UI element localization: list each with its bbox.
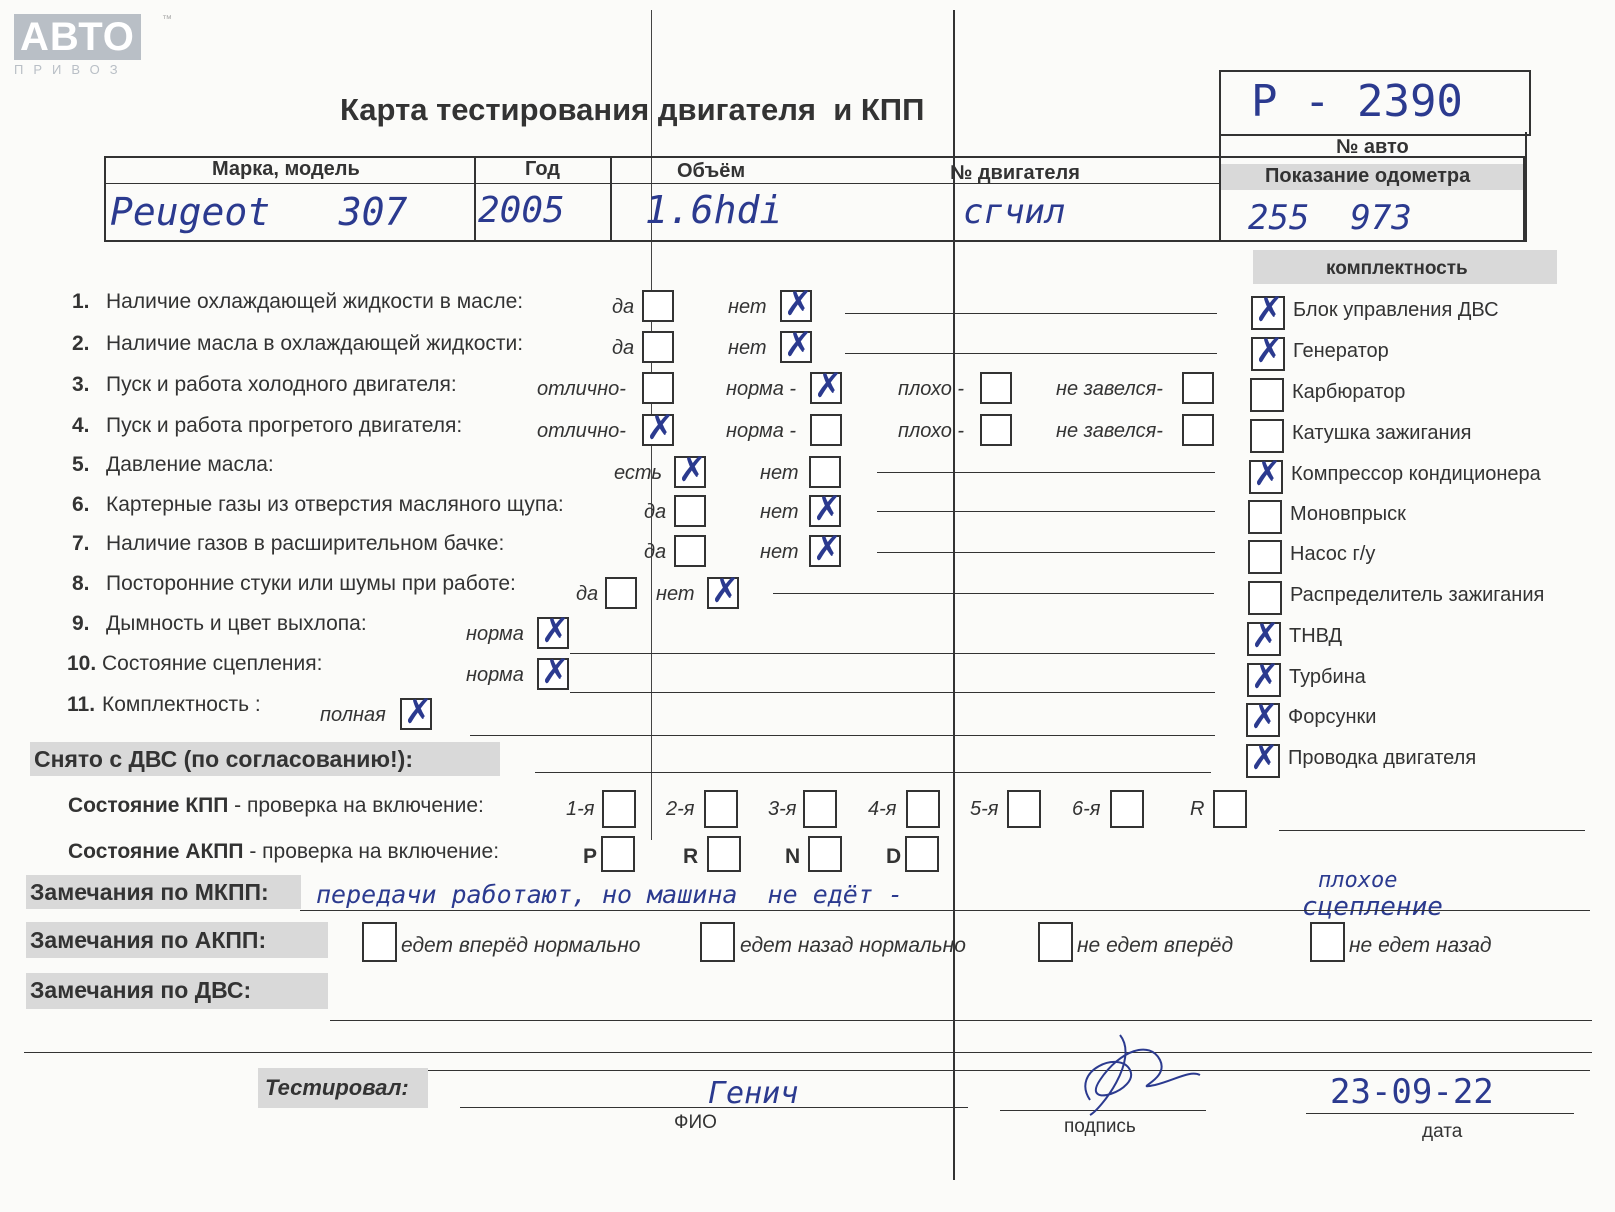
akpp-gear-checkbox[interactable] [905,836,939,872]
option-label: норма - [726,378,797,400]
option-checkbox[interactable] [605,577,637,609]
date-value: 23-09-22 [1330,1072,1494,1112]
option-checkbox[interactable] [780,331,812,363]
question-number: 11. [67,693,96,716]
option-checkbox[interactable] [980,372,1012,404]
option-label: норма [466,623,524,645]
option-checkbox[interactable] [809,495,841,527]
logo-sub: ПРИВОЗ [14,62,128,77]
question-text: Пуск и работа прогретого двигателя: [106,414,463,437]
option-checkbox[interactable] [810,414,842,446]
option-label: да [612,337,635,359]
odometer-value: 255 973 [1248,198,1412,238]
year-value: 2005 [478,190,565,231]
kpp-label [68,794,484,818]
car-number-box [1219,70,1531,136]
option-checkbox[interactable] [809,535,841,567]
removed-label: Снято с ДВС (по согласованию!): [34,746,413,772]
option-checkbox[interactable] [642,414,674,446]
completeness-checkbox[interactable] [1246,744,1280,778]
completeness-item-label: Турбина [1289,666,1366,688]
completeness-checkbox[interactable] [1248,540,1282,574]
engine-value: сгчил [963,192,1066,232]
option-checkbox[interactable] [674,535,706,567]
dvs-remarks-label: Замечания по ДВС: [30,977,252,1003]
year-label: Год [525,158,560,180]
answer-line [570,692,1215,693]
completeness-item-label: Распределитель зажигания [1290,584,1545,606]
option-checkbox[interactable] [400,698,432,730]
answer-line [877,552,1215,553]
answer-line [845,353,1217,354]
option-checkbox[interactable] [674,456,706,488]
mkpp-remarks-label: Замечания по МКПП: [30,879,269,905]
kpp-gear-checkbox[interactable] [1110,790,1144,828]
completeness-item-label: Блок управления ДВС [1293,299,1499,321]
completeness-checkbox[interactable] [1249,460,1283,494]
kpp-gear-label: 2-я [666,798,695,820]
kpp-gear-label: 1-я [566,798,595,820]
option-checkbox[interactable] [537,658,569,690]
option-label: да [612,296,635,318]
date-line [1306,1113,1574,1114]
option-label: плохо - [898,420,965,442]
logo-main: АВТО [14,14,141,60]
completeness-checkbox[interactable] [1250,378,1284,412]
completeness-item-label: Карбюратор [1292,381,1406,403]
question-text: Наличие охлаждающей жидкости в масле: [106,290,524,313]
option-checkbox[interactable] [642,331,674,363]
dvs-line-3 [400,1070,1590,1071]
question-text: Дымность и цвет выхлопа: [106,612,367,635]
akpp-gear-label: N [785,845,801,868]
kpp-gear-label: 4-я [868,798,897,820]
completeness-item-label: Компрессор кондиционера [1291,463,1541,485]
question-number: 5. [72,453,90,476]
dvs-line-2 [24,1052,1592,1053]
option-checkbox[interactable] [642,372,674,404]
question-text: Картерные газы из отверстия масляного щупа: [106,493,564,516]
option-label: отлично- [537,420,626,442]
akpp-gear-checkbox[interactable] [808,836,842,872]
option-label: не завелся- [1056,378,1163,400]
kpp-gear-label: 6-я [1072,798,1101,820]
kpp-gear-checkbox[interactable] [1213,790,1247,828]
akpp-remark-checkbox[interactable] [1310,922,1345,962]
completeness-checkbox[interactable] [1246,703,1280,737]
kpp-gear-checkbox[interactable] [803,790,837,828]
mkpp-remarks-value: передачи работают, но машина не едёт - [316,880,903,909]
option-label: норма [466,664,524,686]
brand-value: Peugeot 307 [110,190,408,234]
question-text: Наличие газов в расширительном бачке: [106,532,505,555]
question-number: 8. [72,572,90,595]
completeness-item-label: Форсунки [1288,706,1377,728]
option-label: нет [656,583,695,605]
option-label: полная [320,704,386,726]
option-checkbox[interactable] [809,456,841,488]
question-number: 9. [72,612,90,635]
question-text: Наличие масла в охлаждающей жидкости: [106,332,524,355]
option-label: да [576,583,599,605]
akpp-label [68,840,499,864]
mkpp-remarks-value-3: сцепление [1302,892,1443,922]
completeness-item-label: Моновпрыск [1290,503,1406,525]
brand-label: Марка, модель [212,158,360,180]
option-checkbox[interactable] [780,290,812,322]
mkpp-line [300,910,1590,911]
completeness-checkbox[interactable] [1248,500,1282,534]
akpp-gear-checkbox[interactable] [707,836,741,872]
kpp-gear-checkbox[interactable] [1007,790,1041,828]
option-checkbox[interactable] [537,617,569,649]
akpp-remark-label: едет назад нормально [740,934,966,957]
question-text: Пуск и работа холодного двигателя: [106,373,457,396]
dvs-line-1 [330,1020,1592,1021]
completeness-item-label: Проводка двигателя [1288,747,1477,769]
answer-line [877,472,1215,473]
question-number: 10. [67,652,97,675]
option-label: нет [760,541,799,563]
header-col [474,156,476,242]
answer-line [773,593,1214,594]
car-number-label: № авто [1336,136,1409,158]
logo [14,14,172,84]
option-checkbox[interactable] [980,414,1012,446]
engine-label: № двигателя [950,162,1080,184]
question-text: Состояние сцепления: [102,652,323,675]
kpp-gear-checkbox[interactable] [906,790,940,828]
answer-line [845,313,1217,314]
signature [1060,1030,1210,1120]
option-label: не завелся- [1056,420,1163,442]
page-title: Карта тестирования двигателя и КПП [340,92,925,127]
akpp-remark-checkbox[interactable] [1038,922,1073,962]
option-label: да [644,501,667,523]
option-label: нет [728,296,767,318]
completeness-item-label: Насос г/у [1290,543,1376,565]
question-number: 6. [72,493,90,516]
removed-line [535,772,1211,773]
question-number: 7. [72,532,90,555]
car-number-value: Р - 2390 [1251,76,1463,127]
completeness-checkbox[interactable] [1250,419,1284,453]
akpp-gear-label: R [683,845,699,868]
answer-line [570,653,1215,654]
option-label: есть [614,462,663,484]
completeness-item-label: ТНВД [1289,625,1343,647]
option-label: нет [760,462,799,484]
sign-label: подпись [1064,1116,1136,1137]
completeness-checkbox[interactable] [1247,622,1281,656]
option-label: отлично- [537,378,626,400]
kpp-label-bold: Состояние КПП [68,794,229,817]
option-checkbox[interactable] [1182,372,1214,404]
option-checkbox[interactable] [1182,414,1214,446]
question-number: 2. [72,332,90,355]
logo-tm: ™ [162,14,172,25]
option-label: плохо - [898,378,965,400]
kpp-gear-label: 5-я [970,798,999,820]
header-col [610,156,612,242]
date-label: дата [1422,1121,1463,1142]
completeness-checkbox[interactable] [1248,581,1282,615]
completeness-item-label: Катушка зажигания [1292,422,1472,444]
volume-value: 1.6hdi [645,188,783,232]
kpp-gear-checkbox[interactable] [704,790,738,828]
question-text: Комплектность : [102,693,261,716]
fio-label: ФИО [674,1112,717,1133]
option-label: норма - [726,420,797,442]
question-text: Давление масла: [106,453,274,476]
completeness-checkbox[interactable] [1251,296,1285,330]
header-col [1525,132,1527,242]
kpp-gear-checkbox[interactable] [602,790,636,828]
akpp-gear-label: D [886,845,902,868]
option-label: нет [728,337,767,359]
completeness-checkbox[interactable] [1247,663,1281,697]
option-label: нет [760,501,799,523]
option-checkbox[interactable] [707,577,739,609]
completeness-item-label: Генератор [1293,340,1389,362]
kpp-line [1279,830,1585,831]
question-number: 1. [72,290,90,313]
odometer-label: Показание одометра [1265,165,1471,187]
akpp-label-bold: Состояние АКПП [68,840,244,863]
option-checkbox[interactable] [642,290,674,322]
answer-line [877,511,1215,512]
kpp-label-rest: - проверка на включение: [228,794,484,817]
akpp-remarks-label: Замечания по АКПП: [30,927,267,953]
mkpp-remarks-value-2: плохое [1318,868,1398,893]
question-text: Посторонние стуки или шумы при работе: [106,572,516,595]
volume-label: Объём [677,160,746,182]
akpp-remark-label: не едет назад [1349,934,1492,957]
option-checkbox[interactable] [810,372,842,404]
tested-label: Тестировал: [265,1075,409,1100]
kpp-gear-label: R [1190,798,1205,820]
question-number: 3. [72,373,90,396]
question-number: 4. [72,414,90,437]
akpp-remark-label: едет вперёд нормально [401,934,641,957]
completeness-checkbox[interactable] [1251,337,1285,371]
option-label: да [644,541,667,563]
answer-line [470,735,1215,736]
akpp-remark-checkbox[interactable] [362,922,397,962]
akpp-gear-checkbox[interactable] [601,836,635,872]
akpp-label-rest: - проверка на включение: [243,840,500,863]
fio-value: Генич [708,1076,799,1111]
kpp-gear-label: 3-я [768,798,797,820]
akpp-remark-checkbox[interactable] [700,922,735,962]
completeness-title: комплектность [1326,258,1468,279]
option-checkbox[interactable] [674,495,706,527]
akpp-gear-label: P [583,845,598,868]
akpp-remark-label: не едет вперёд [1077,934,1234,957]
